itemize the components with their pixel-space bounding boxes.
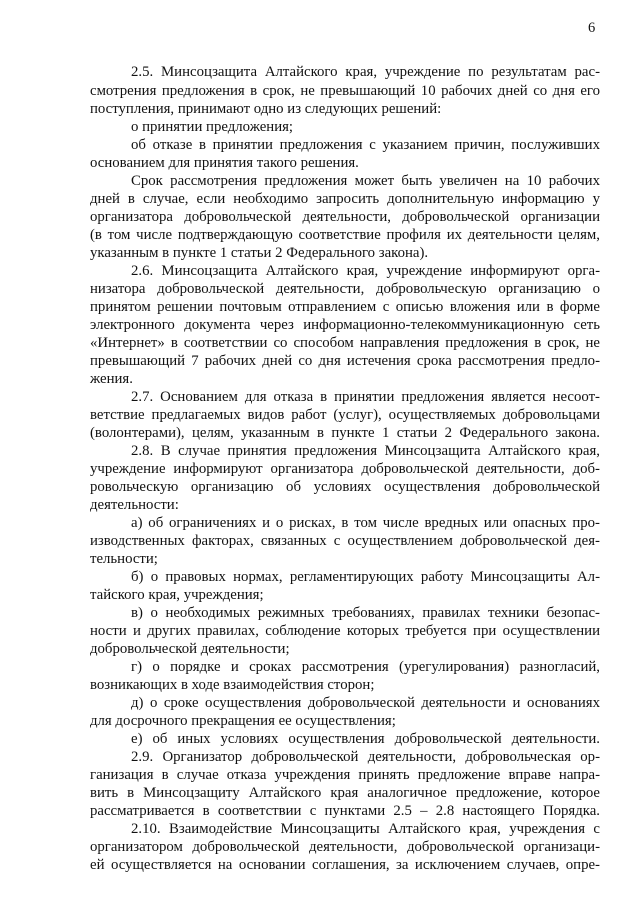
text-line: (в том числе подтверждающую соответствие профиля их деятельности целям, [90,227,600,243]
text-line: превышающий 7 рабочих дней со дня истечения срока рассмотрения предло- [90,353,600,369]
text-line: поступления, принимают одно из следующих решений: [90,101,442,117]
text-line: организатора добровольческой деятельности, добровольческой организации [90,209,600,225]
text-line: 2.9. Организатор добровольческой деятельности, добровольческая ор- [131,749,600,765]
text-line: «Интернет» в соответствии со способом направления предложения в срок, не [90,335,600,351]
text-line: для досрочного прекращения ее осуществления; [90,713,396,729]
text-line: низатора добровольческой деятельности, добровольческую организацию о [90,281,600,297]
text-line: об отказе в принятии предложения с указанием причин, послуживших [131,137,600,153]
text-line: г) о порядке и сроках рассмотрения (урегулирования) разногласий, [131,659,600,675]
text-line: тельности; [90,551,158,567]
text-line: смотрения предложения в срок, не превышающий 10 рабочих дней со дня его [90,83,600,99]
text-line: возникающих в ходе взаимодействия сторон; [90,677,375,693]
text-line: о принятии предложения; [131,119,294,135]
text-line: ей осуществляется на основании соглашения, за исключением случаев, опре- [90,857,600,873]
text-line: учреждение информируют организатора добровольческой деятельности, доб- [90,461,600,477]
page-number: 6 [588,20,596,36]
text-line: 2.5. Минсоцзащита Алтайского края, учреждение по результатам рас- [131,64,600,80]
text-line: (волонтерами), целям, указанным в пункте 1 статьи 2 Федерального закона. [90,425,600,441]
text-line: основанием для принятия такого решения. [90,155,359,171]
text-line: рассматривается в соответствии с пунктами 2.5 – 2.8 настоящего Порядка. [90,803,600,819]
text-line: ветствие предлагаемых видов работ (услуг), осуществляемых добровольцами [90,407,600,423]
text-line: дней в случае, если необходимо запросить дополнительную информацию у [90,191,600,207]
text-line: ровольческую организацию об условиях осуществления добровольческой [90,479,600,495]
text-line: добровольческой деятельности; [90,641,290,657]
text-line: деятельности: [90,497,179,513]
text-line: 2.6. Минсоцзащита Алтайского края, учреждение информируют орга- [131,263,600,279]
text-line: жения. [90,371,133,387]
text-line: 2.7. Основанием для отказа в принятии предложения является несоот- [131,389,600,405]
text-line: указанным в пункте 1 статьи 2 Федерального закона). [90,245,429,261]
text-line: принятом решении почтовым отправлением с описью вложения или в форме [90,299,600,315]
text-line: б) о правовых нормах, регламентирующих работу Минсоцзащиты Ал- [131,569,600,585]
text-line: вить в Минсоцзащиту Алтайского края аналогичное предложение, которое [90,785,600,801]
text-line: в) о необходимых режимных требованиях, правилах техники безопас- [131,605,600,621]
text-line: 2.10. Взаимодействие Минсоцзащиты Алтайского края, учреждения с [131,821,600,837]
text-line: 2.8. В случае принятия предложения Минсоцзащита Алтайского края, [131,443,600,459]
text-line: изводственных факторах, связанных с осуществлением добровольческой дея- [90,533,600,549]
text-line: ганизация в случае отказа учреждения принять предложение вправе напра- [90,767,600,783]
text-line: д) о сроке осуществления добровольческой деятельности и основаниях [131,695,600,711]
text-line: Срок рассмотрения предложения может быть увеличен на 10 рабочих [131,173,600,189]
text-line: тайского края, учреждения; [90,587,264,603]
text-line: е) об иных условиях осуществления добровольческой деятельности. [131,731,600,747]
text-line: а) об ограничениях и о рисках, в том числе вредных или опасных про- [131,515,600,531]
text-line: организатором добровольческой деятельности, добровольческой организаци- [90,839,600,855]
text-line: электронного документа через информационно-телекоммуникационную сеть [90,317,600,333]
text-line: ности и других правилах, соблюдение которых требуется при осуществлении [90,623,600,639]
